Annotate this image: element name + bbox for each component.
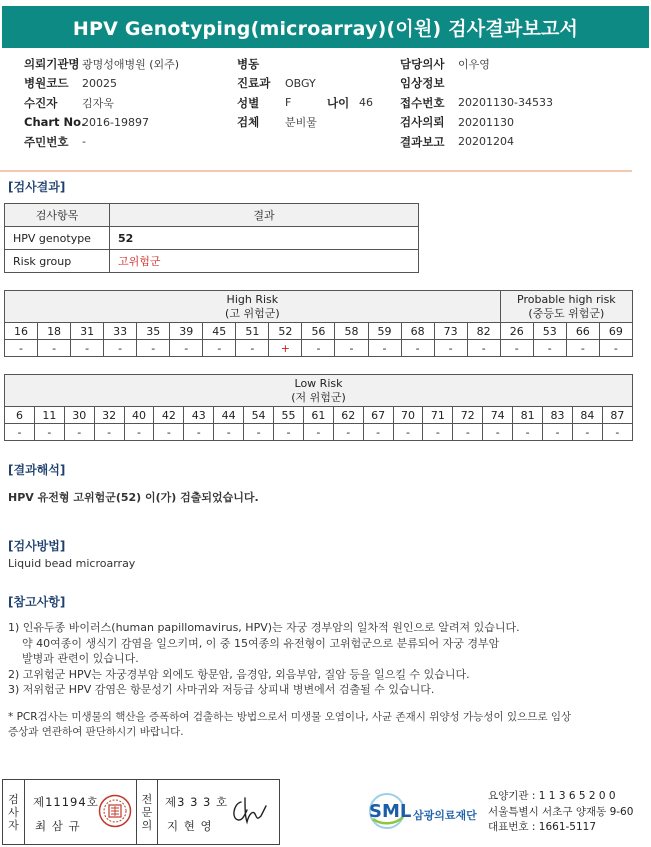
hpv-type-cell: 44 (214, 407, 244, 424)
hpv-result-cell: - (500, 340, 533, 357)
examiner-license: 제11194호 (33, 795, 99, 809)
info-key: 병원코드 (24, 76, 69, 91)
info-key: 성별 (237, 95, 260, 110)
info-column-2 (237, 54, 373, 132)
hpv-type-cell: 53 (533, 323, 566, 340)
examiner-label-char: 검 (8, 792, 19, 806)
info-key: Chart No. (24, 115, 86, 130)
high-risk-table (4, 290, 633, 357)
info-key: 담당의사 (400, 56, 445, 71)
probable-risk-sublabel: (중등도 위험군) (528, 306, 605, 320)
hpv-result-cell: - (467, 340, 500, 357)
specialist-label-char: 의 (141, 818, 153, 832)
hpv-result-cell: - (602, 424, 632, 441)
hpv-result-cell: - (483, 424, 513, 441)
examiner-name: 최 삼 규 (35, 819, 81, 833)
specialist-license: 제3 3 3 호 (165, 795, 229, 809)
info-key: 주민번호 (24, 134, 69, 149)
info-value: 20025 (82, 76, 117, 90)
hpv-type-cell: 61 (303, 407, 333, 424)
hpv-result-cell: - (393, 424, 423, 441)
hpv-result-cell: - (303, 424, 333, 441)
examiner-label-char: 자 (8, 818, 19, 832)
examiner-label-char: 사 (8, 805, 19, 819)
info-value: 2016-19897 (82, 115, 149, 129)
high-risk-header (5, 291, 501, 323)
hpv-result-cell: - (513, 424, 543, 441)
hpv-result-cell: - (599, 340, 632, 357)
hpv-type-cell: 32 (94, 407, 124, 424)
row-result: 고위험군 (110, 250, 419, 273)
note-line: 발병과 관련이 있습니다. (22, 652, 139, 665)
hpv-type-cell: 40 (124, 407, 154, 424)
hpv-type-cell: 84 (572, 407, 602, 424)
info-key: 의뢰기관명 (24, 56, 80, 71)
high-risk-sublabel: (고 위험군) (225, 306, 280, 320)
hpv-result-cell: - (5, 340, 38, 357)
hpv-result-cell: - (401, 340, 434, 357)
hpv-type-cell: 68 (401, 323, 434, 340)
hpv-result-cell: - (64, 424, 94, 441)
info-value: 분비물 (285, 116, 317, 130)
institution-address (488, 789, 633, 836)
hpv-type-cell: 62 (333, 407, 363, 424)
hpv-result-cell: - (572, 424, 602, 441)
hpv-result-cell: - (368, 340, 401, 357)
method-text: Liquid bead microarray (8, 557, 136, 570)
hpv-result-cell: - (5, 424, 35, 441)
info-key: 결과보고 (400, 134, 445, 149)
high-risk-results-row (5, 340, 633, 357)
high-risk-label: High Risk (226, 292, 279, 306)
hpv-type-cell: 82 (467, 323, 500, 340)
section-title-interpretation: [결과해석] (8, 463, 66, 477)
hpv-result-cell: - (423, 424, 453, 441)
hpv-type-cell: 31 (71, 323, 104, 340)
hpv-type-cell: 52 (269, 323, 302, 340)
hpv-result-cell: - (71, 340, 104, 357)
hpv-result-cell: - (236, 340, 269, 357)
reference-notes (8, 620, 608, 698)
hpv-type-cell: 45 (203, 323, 236, 340)
footnote-line: * PCR검사는 미생물의 핵산을 증폭하여 검출하는 방법으로서 미생물 오염이나, 사균 존재시 위양성 가능성이 있으므로 임상 (8, 711, 572, 723)
hpv-result-cell: - (333, 424, 363, 441)
hpv-result-cell: - (154, 424, 184, 441)
hpv-result-cell: - (566, 340, 599, 357)
hpv-result-cell: - (34, 424, 64, 441)
probable-risk-label: Probable high risk (517, 292, 616, 306)
info-key: 병동 (237, 56, 260, 71)
hpv-result-cell: - (137, 340, 170, 357)
hpv-type-cell: 72 (453, 407, 483, 424)
hpv-type-cell: 18 (38, 323, 71, 340)
low-risk-sublabel: (저 위험군) (291, 390, 346, 404)
hpv-result-cell: - (453, 424, 483, 441)
section-title-reference: [참고사항] (8, 595, 66, 609)
high-risk-group-row (5, 291, 633, 323)
sml-logo (367, 791, 487, 835)
hpv-result-cell: + (269, 340, 302, 357)
note-line: 3) 저위험군 HPV 감염은 항문성기 사마귀와 저등급 상피내 병변에서 검출될 수 있습니다. (8, 683, 435, 696)
hpv-type-cell: 70 (393, 407, 423, 424)
hpv-result-cell: - (170, 340, 203, 357)
low-risk-group-row (5, 375, 633, 407)
info-key: 진료과 (237, 76, 271, 91)
hpv-type-cell: 69 (599, 323, 632, 340)
info-value: OBGY (285, 76, 316, 90)
examiner-label (3, 780, 25, 844)
hpv-type-cell: 16 (5, 323, 38, 340)
address-line: 대표번호 : 1661-5117 (488, 821, 597, 833)
hpv-type-cell: 66 (566, 323, 599, 340)
hpv-result-cell: - (363, 424, 393, 441)
info-value: F (285, 96, 292, 110)
info-key: 접수번호 (400, 95, 445, 110)
header-item: 검사항목 (5, 204, 110, 227)
hpv-type-cell: 39 (170, 323, 203, 340)
high-risk-types-row (5, 323, 633, 340)
hpv-result-cell: - (104, 340, 137, 357)
info-value: 20201204 (458, 135, 514, 149)
low-risk-types-row (5, 407, 633, 424)
hpv-result-cell: - (124, 424, 154, 441)
low-risk-results-row (5, 424, 633, 441)
report-footer (2, 779, 649, 845)
report-title: HPV Genotyping(microarray)(이원) 검사결과보고서 (2, 6, 649, 48)
table-row (5, 227, 419, 250)
info-column-3 (400, 54, 553, 152)
signature-box (2, 779, 280, 845)
hpv-type-cell: 81 (513, 407, 543, 424)
hpv-result-cell: - (302, 340, 335, 357)
hpv-type-cell: 43 (184, 407, 214, 424)
probable-risk-header (500, 291, 632, 323)
section-divider (0, 170, 632, 172)
hpv-type-cell: 33 (104, 323, 137, 340)
row-item: HPV genotype (5, 227, 110, 250)
logo-subtext: 삼광의료재단 (413, 809, 477, 822)
hpv-result-cell: - (335, 340, 368, 357)
section-title-method: [검사방법] (8, 539, 66, 553)
info-value: 46 (359, 96, 373, 110)
address-line: 서울특별시 서초구 양재동 9-60 (488, 805, 634, 818)
hpv-type-cell: 35 (137, 323, 170, 340)
footnote-line: 증상과 연관하여 판단하시기 바랍니다. (8, 726, 184, 738)
specialist-name: 지 현 영 (167, 819, 213, 833)
hpv-type-cell: 55 (274, 407, 304, 424)
hpv-type-cell: 58 (335, 323, 368, 340)
hpv-type-cell: 71 (423, 407, 453, 424)
specialist-label-char: 문 (141, 805, 153, 819)
hpv-type-cell: 83 (543, 407, 573, 424)
hpv-type-cell: 74 (483, 407, 513, 424)
info-value: 20201130-34533 (458, 96, 553, 110)
hpv-type-cell: 73 (434, 323, 467, 340)
info-value: 김자욱 (82, 96, 114, 110)
info-value: 이우영 (458, 57, 490, 71)
row-result: 52 (110, 227, 419, 250)
patient-info (0, 54, 651, 154)
table-row (5, 250, 419, 273)
info-key: 수진자 (24, 95, 58, 110)
low-risk-table (4, 374, 633, 441)
info-key: 임상정보 (400, 76, 445, 91)
hpv-type-cell: 26 (500, 323, 533, 340)
info-key: 검체 (237, 115, 260, 130)
hpv-result-cell: - (184, 424, 214, 441)
hpv-type-cell: 51 (236, 323, 269, 340)
hpv-type-cell: 56 (302, 323, 335, 340)
note-line: 2) 고위험군 HPV는 자궁경부암 외에도 항문암, 음경암, 외음부암, 질암 등을 일으킬 수 있습니다. (8, 667, 470, 681)
seal-stamp-icon (98, 794, 132, 828)
note-line: 약 40여종이 생식기 감염을 일으키며, 이 중 15여종의 유전형이 고위험군으로 분류되어 자궁 경부암 (22, 636, 500, 650)
hpv-result-cell: - (434, 340, 467, 357)
row-item: Risk group (5, 250, 110, 273)
info-value: - (82, 135, 86, 149)
hpv-type-cell: 30 (64, 407, 94, 424)
result-table-header (5, 204, 419, 227)
address-line: 요양기관 : 1 1 3 6 5 2 0 0 (488, 790, 616, 802)
hpv-result-cell: - (274, 424, 304, 441)
specialist-label-char: 전 (141, 792, 153, 806)
hpv-type-cell: 59 (368, 323, 401, 340)
info-value: 20201130 (458, 115, 514, 129)
hpv-result-cell: - (244, 424, 274, 441)
hpv-type-cell: 87 (602, 407, 632, 424)
info-column-1 (24, 54, 179, 152)
hpv-type-cell: 67 (363, 407, 393, 424)
hpv-result-cell: - (214, 424, 244, 441)
low-risk-label: Low Risk (294, 376, 343, 390)
pcr-footnote (8, 710, 618, 740)
signature-icon (227, 794, 267, 828)
hpv-result-cell: - (533, 340, 566, 357)
hpv-type-cell: 11 (34, 407, 64, 424)
hpv-result-cell: - (38, 340, 71, 357)
hpv-result-cell: - (203, 340, 236, 357)
specialist-label (136, 780, 158, 844)
info-key: 검사의뢰 (400, 115, 445, 130)
hpv-type-cell: 42 (154, 407, 184, 424)
logo-text: SML (369, 801, 412, 822)
info-key: 나이 (327, 95, 350, 110)
note-line: 1) 인유두종 바이러스(human papillomavirus, HPV)는 자궁 경부암의 일차적 원인으로 알려져 있습니다. (8, 621, 520, 634)
hpv-result-cell: - (94, 424, 124, 441)
hpv-result-cell: - (543, 424, 573, 441)
hpv-type-cell: 54 (244, 407, 274, 424)
header-result: 결과 (110, 204, 419, 227)
result-table (4, 203, 419, 273)
low-risk-header (5, 375, 633, 407)
interpretation-text: HPV 유전형 고위험군(52) 이(가) 검출되었습니다. (8, 491, 259, 504)
section-title-result: [검사결과] (8, 180, 66, 194)
info-value: 광명성애병원 (외주) (82, 57, 180, 71)
hpv-type-cell: 6 (5, 407, 35, 424)
